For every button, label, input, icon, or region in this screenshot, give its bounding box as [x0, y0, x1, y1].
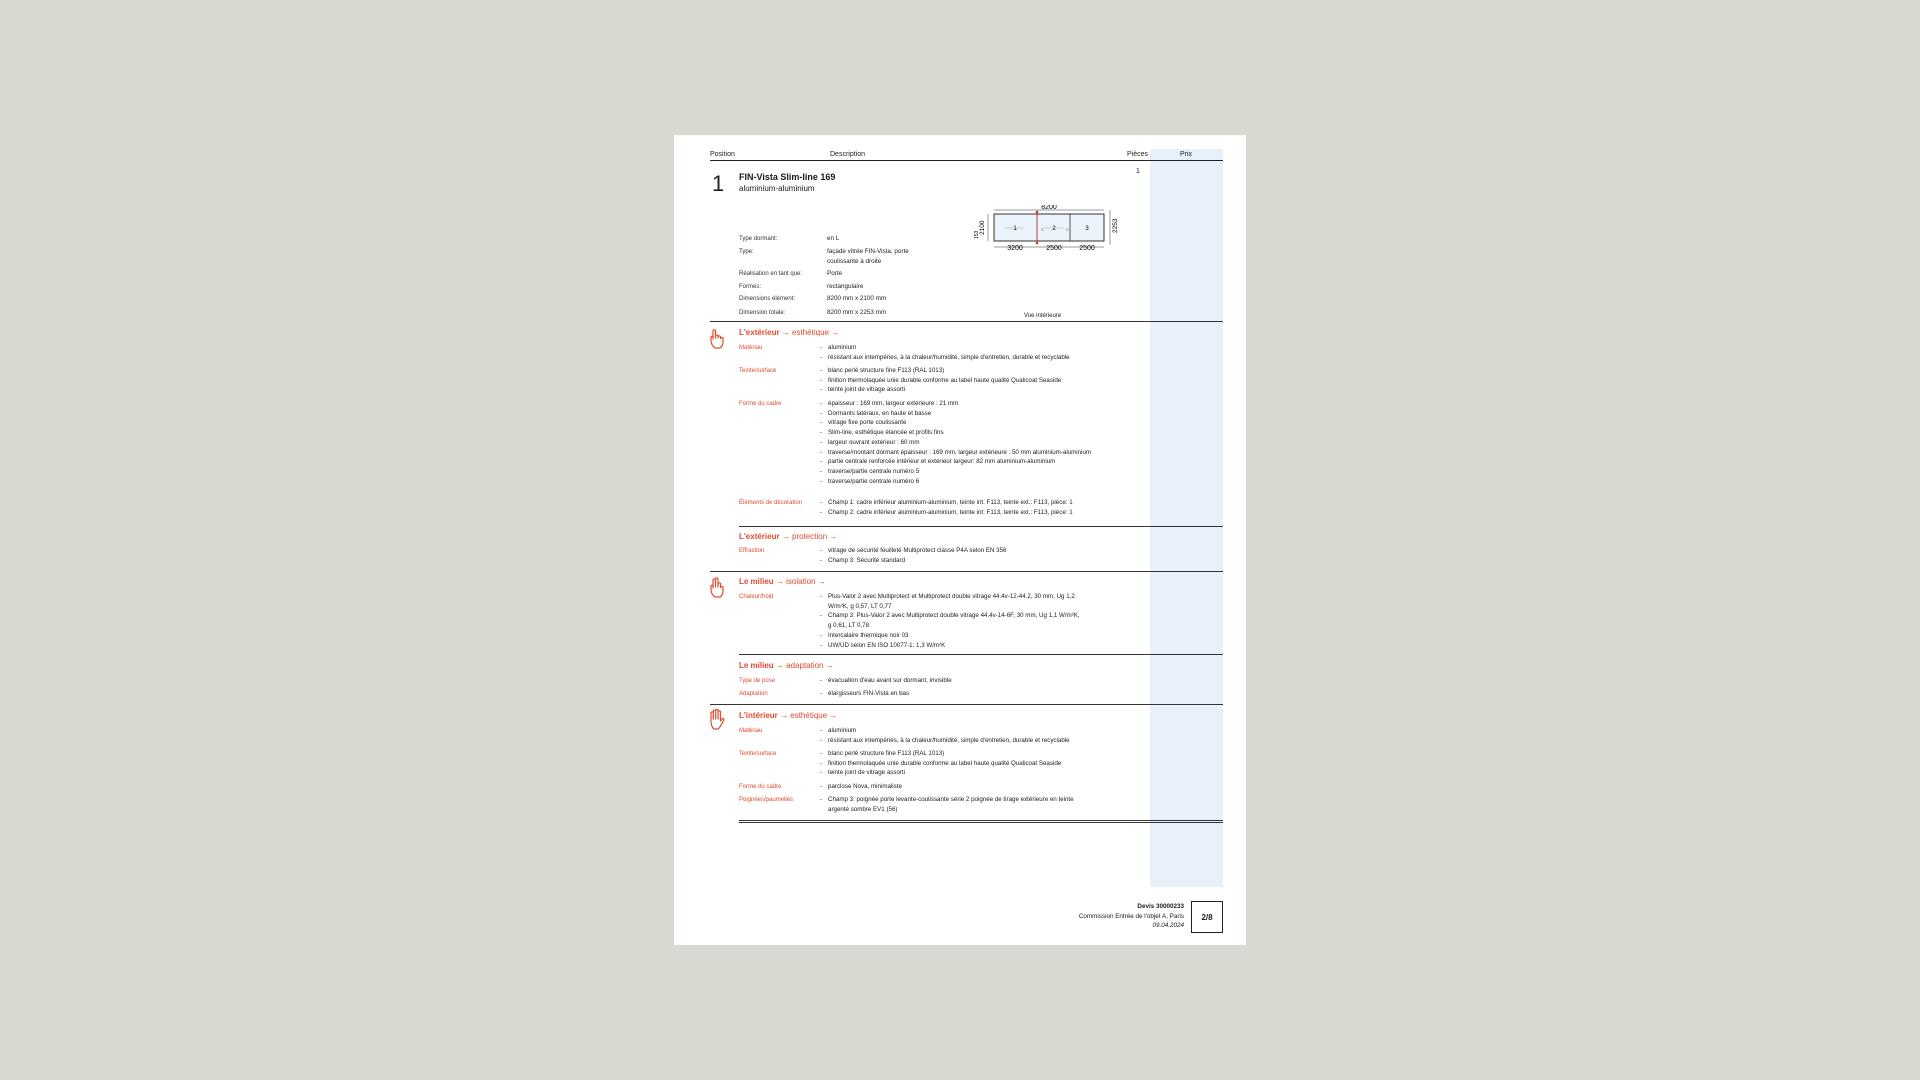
group-label: Teinte/surface: [739, 368, 777, 374]
section-divider: [739, 820, 1223, 821]
position-number: 1: [712, 171, 725, 196]
group-items: [820, 399, 1100, 486]
footer-date: 09.04.2024: [1152, 922, 1184, 929]
list-item: - Champ 3: Sécurité standard: [820, 556, 1100, 566]
group-label: Adaptation: [739, 691, 768, 697]
group-items: [820, 498, 1100, 517]
header-description: Description: [830, 151, 866, 158]
list-item: - traverse/partie centrale numéro 5: [820, 467, 1100, 477]
group-items: [820, 592, 1082, 650]
dim-height-left: 2100: [979, 220, 986, 235]
group-items: [820, 782, 1100, 792]
list-item: - UW/UD selon EN ISO 10077-1: 1,3 W/m²K: [820, 641, 1082, 651]
spec-value: 8200 mm x 2253 mm: [827, 309, 887, 316]
list-item: - Plus-Valor 2 avec Multiprotect et Multiprotect double vitrage 44.4v-12-44.2, 30 mm, Ug 1,2 W/m²K, g 0,57, LT 0,77: [820, 592, 1082, 611]
spec-label: Dimension totale:: [739, 310, 786, 316]
group-label: Forme du cadre: [739, 784, 782, 790]
view-label: Vue intérieure: [1024, 313, 1062, 319]
spec-label: Type:: [739, 249, 754, 255]
list-item: - traverse/partie centrale numéro 6: [820, 477, 1100, 487]
list-item: - vitrage de sécurité feuilleté Multiprotect classe P4A selon EN 356: [820, 546, 1100, 556]
section-divider: [739, 822, 1223, 823]
section-title: Le milieu → adaptation →: [739, 661, 834, 670]
list-item: - élargisseurs FIN-Vista en bas: [820, 689, 1100, 699]
header-position: Position: [710, 151, 735, 158]
group-items: [820, 343, 1100, 362]
dim-height-small: 153: [974, 230, 980, 239]
group-label: Matériau: [739, 345, 763, 351]
dim-segment: 3200: [1007, 245, 1023, 252]
section-title: L'intérieur → esthétique →: [739, 711, 838, 720]
window-elevation-drawing: [974, 205, 1124, 310]
list-item: - finition thermolaquée unie durable conforme au label haute qualité Qualicoat Seaside: [820, 759, 1100, 769]
section-title: L'extérieur → esthétique →: [739, 328, 840, 337]
list-item: - partie centrale renforcée intérieur et extérieur largeur: 82 mm aluminium-aluminium: [820, 457, 1100, 467]
section-title: Le milieu → isolation →: [739, 577, 826, 586]
spec-label: Dimensions élément:: [739, 296, 796, 302]
section-subtitle: esthétique: [790, 711, 828, 720]
list-item: - blanc perlé structure fine F113 (RAL 1013): [820, 366, 1100, 376]
section-subtitle: isolation: [786, 577, 816, 586]
group-items: [820, 546, 1100, 565]
hand-icon: [708, 327, 728, 351]
spec-label: Type dormant:: [739, 236, 778, 242]
pieces-value: 1: [1136, 168, 1140, 175]
dim-total-width: 8200: [1041, 205, 1057, 211]
spec-label: Réalisation en tant que:: [739, 271, 803, 277]
svg-text:S: S: [1066, 227, 1069, 232]
list-item: - aluminium: [820, 343, 1100, 353]
list-item: - largeur ouvrant extérieur : 60 mm: [820, 438, 1100, 448]
spec-label: Formes:: [739, 284, 762, 290]
group-label: Matériau: [739, 728, 763, 734]
footer-commission: Commission Entrée de l'objet A, Paris: [1078, 912, 1184, 920]
group-label: Type de pose: [739, 678, 776, 684]
list-item: - évacuation d'eau avant sur dormant, invisible: [820, 676, 1100, 686]
footer-info: [1079, 902, 1184, 931]
product-subtitle: aluminium-aluminium: [739, 184, 815, 193]
section-subtitle: protection: [792, 532, 828, 541]
list-item: - blanc perlé structure fine F113 (RAL 1013): [820, 749, 1100, 759]
spec-value: façade vitrée FIN-Vista, porte coulissante à droite: [827, 248, 909, 265]
list-item: - teinte joint de vitrage assorti: [820, 768, 1100, 778]
list-item: - finition thermolaquée unie durable conforme au label haute qualité Qualicoat Seaside: [820, 376, 1100, 386]
list-item: - résistant aux intempéries, à la chaleur/humidité, simple d'entretien, durable et recyclable: [820, 353, 1100, 363]
list-item: - Champ 2: cadre inférieur aluminium-aluminium, teinte int: F113, teinte ext.: F113, pièce: 1: [820, 508, 1100, 518]
section-title-main: L'extérieur: [739, 328, 780, 337]
group-label: Chaleur/froid: [739, 594, 774, 600]
list-item: - vitrage fixe porte coulissante: [820, 418, 1100, 428]
list-item: - Champ 1: cadre inférieur aluminium-aluminium, teinte int: F113, teinte ext.: F113, pièce: 1: [820, 498, 1100, 508]
group-items: [820, 749, 1100, 778]
page-number: 2/8: [1191, 901, 1223, 933]
panel-label: 2: [1052, 226, 1056, 232]
spec-value: 8200 mm x 2100 mm: [827, 295, 887, 302]
section-title-main: L'intérieur: [739, 711, 778, 720]
header-price: Prix: [1180, 151, 1193, 158]
list-item: - teinte joint de vitrage assorti: [820, 385, 1100, 395]
group-items: [820, 676, 1100, 686]
panel-label: 1: [1013, 226, 1017, 232]
section-subtitle: adaptation: [786, 661, 824, 670]
section-title-main: Le milieu: [739, 577, 774, 586]
group-label: Teinte/surface: [739, 751, 777, 757]
list-item: - Champ 3: Plus-Valor 2 avec Multiprotect double vitrage 44.4v-14-6F, 30 mm, Ug 1,1 W/m²K, g 0,61, LT 0,78: [820, 611, 1082, 630]
svg-text:S: S: [1041, 227, 1044, 232]
panel-label: 3: [1085, 226, 1089, 232]
footer-devis: Devis 30000233: [1137, 903, 1184, 910]
section-divider: [710, 321, 1223, 322]
dim-height-right: 2253: [1112, 218, 1119, 233]
list-item: - résistant aux intempéries, à la chaleur/humidité, simple d'entretien, durable et recyclable: [820, 736, 1100, 746]
group-items: [820, 366, 1100, 395]
list-item: - traverse/montant dormant épaisseur : 169 mm, largeur extérieure : 50 mm aluminium-aluminium: [820, 448, 1100, 458]
list-item: - Champ 3: poignée porte levante-coulissante série 2 poignée de tirage extérieure en teinte argenté sombre EV1 (56): [820, 795, 1088, 814]
header-divider: [710, 160, 1223, 161]
section-divider: [710, 571, 1223, 572]
group-items: [820, 795, 1088, 814]
section-title-main: Le milieu: [739, 661, 774, 670]
hand-icon: [708, 708, 728, 732]
group-label: Forme du cadre: [739, 401, 782, 407]
list-item: - Intercalaire thermique noir 03: [820, 631, 1082, 641]
list-item: - Slim-line, esthétique élancée et profils fins: [820, 428, 1100, 438]
section-title: L'extérieur → protection →: [739, 532, 838, 541]
group-label: Éléments de décoration: [739, 500, 803, 506]
list-item: - épaisseur : 169 mm, largeur extérieure : 21 mm: [820, 399, 1100, 409]
document-page: [674, 135, 1246, 945]
spec-value: en L: [827, 235, 840, 242]
spec-value: rectangulaire: [827, 283, 864, 290]
group-label: Effraction: [739, 548, 765, 554]
section-title-main: L'extérieur: [739, 532, 780, 541]
section-subtitle: esthétique: [792, 328, 829, 337]
group-label: Poignées/paumelles: [739, 797, 794, 803]
list-item: - parclose Nova, minimaliste: [820, 782, 1100, 792]
section-divider: [739, 654, 1223, 655]
list-item: - Dormants latéraux, en haute et basse: [820, 409, 1100, 419]
group-items: [820, 689, 1100, 699]
list-item: - aluminium: [820, 726, 1100, 736]
spec-value: Porte: [827, 270, 843, 277]
product-title: FIN-Vista Slim-line 169: [739, 172, 836, 182]
hand-icon: [708, 576, 728, 600]
group-items: [820, 726, 1100, 745]
dim-segment: 2500: [1046, 245, 1062, 252]
dim-segment: 2500: [1079, 245, 1095, 252]
section-divider: [710, 704, 1223, 705]
section-divider: [739, 526, 1223, 527]
price-column: [1150, 149, 1223, 887]
header-pieces: Pièces: [1127, 151, 1149, 158]
